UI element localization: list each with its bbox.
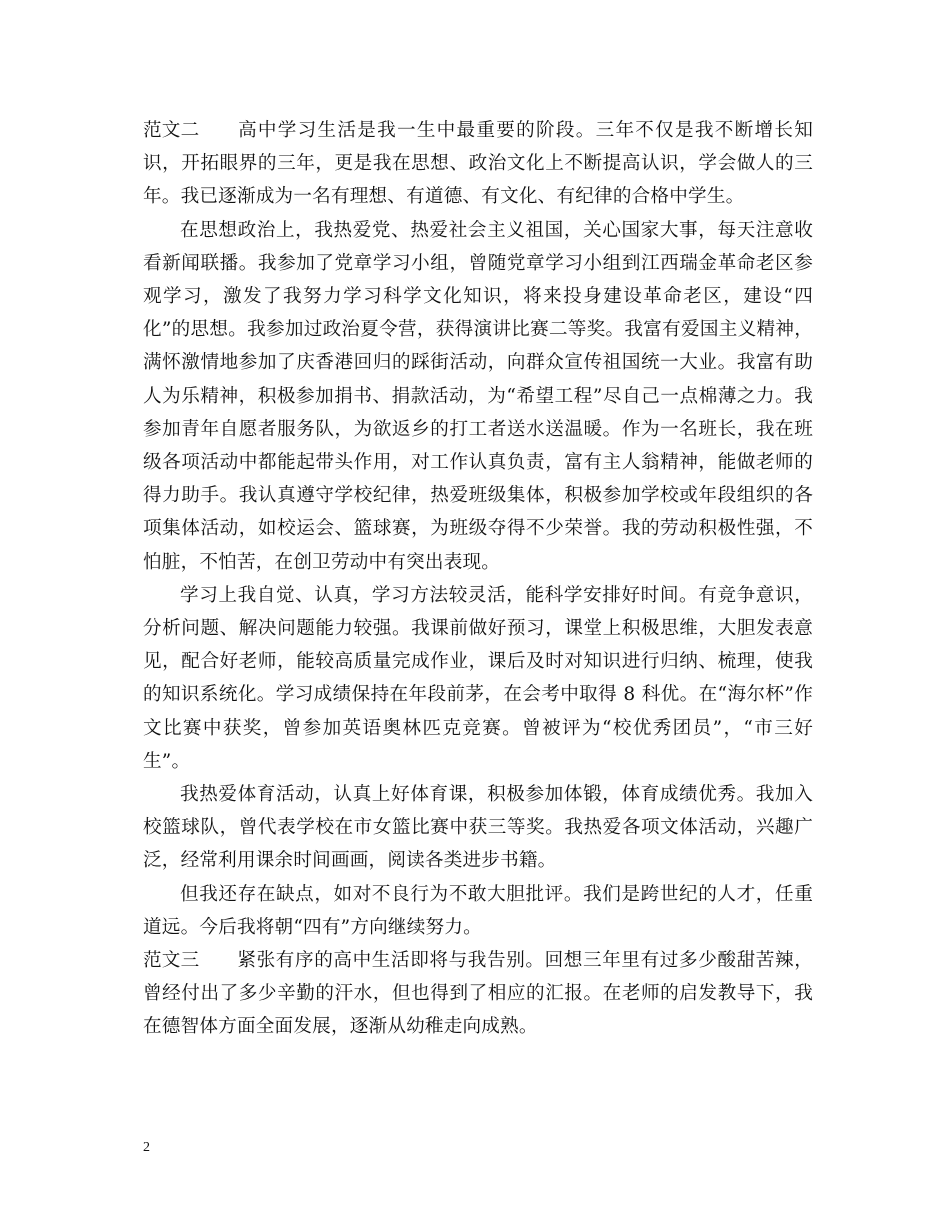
paragraph-1 — [143, 114, 813, 214]
paragraph-3: 学习上我自觉、认真，学习方法较灵活，能科学安排好时间。有竞争意识，分析问题、解决问题能力较强。我课前做好预习，课堂上积极思维，大胆发表意见，配合好老师，能较高质量完成作业，课后及时对知识进行归纳、梳理，使我的知识系统化。学习成绩保持在年段前茅，在会考中取得 8 科优。在“海尔杯”作文比赛中获奖，曾参加英语奥林匹克竞赛。曾被评为“校优秀团员”，“市三好生”。 — [143, 584, 813, 772]
paragraph-text: 紧张有序的高中生活即将与我告别。回想三年里有过多少酸甜苦辣，曾经付出了多少辛勤的汗水，但也得到了相应的汇报。在老师的启发教导下，我在德智体方面全面发展，逐渐从幼稚走向成熟。 — [143, 950, 813, 1038]
paragraph-6 — [143, 944, 813, 1044]
section-label-fanwen-3: 范文三 — [143, 950, 200, 972]
section-label-fanwen-2: 范文二 — [143, 120, 200, 141]
paragraph-4: 我热爱体育活动，认真上好体育课，积极参加体锻，体育成绩优秀。我加入校篮球队，曾代表学校在市女篮比赛中获三等奖。我热爱各项文体活动，兴趣广泛，经常利用课余时间画画，阅读各类进步书籍。 — [143, 784, 813, 872]
paragraph-5: 但我还存在缺点，如对不良行为不敢大胆批评。我们是跨世纪的人才，任重道远。今后我将朝“四有”方向继续努力。 — [143, 883, 813, 938]
paragraph-2: 在思想政治上，我热爱党、热爱社会主义祖国，关心国家大事，每天注意收看新闻联播。我参加了党章学习小组，曾随党章学习小组到江西瑞金革命老区参观学习，激发了我努力学习科学文化知识，将来投身建设革命老区，建设“四化”的思想。我参加过政治夏令营，获得演讲比赛二等奖。我富有爱国主义精神，满怀激情地参加了庆香港回归的踩街活动，向群众宣传祖国统一大业。我富有助人为乐精神，积极参加捐书、捐款活动，为“希望工程”尽自己一点棉薄之力。我参加青年自愿者服务队，为欲返乡的打工者送水送温暖。作为一名班长，我在班级各项活动中都能起带头作用，对工作认真负责，富有主人翁精神，能做老师的得力助手。我认真遵守学校纪律，热爱班级集体，积极参加学校或年段组织的各项集体活动，如校运会、篮球赛，为班级夺得不少荣誉。我的劳动积极性强，不怕脏，不怕苦，在创卫劳动中有突出表现。 — [143, 219, 813, 573]
paragraph-text: 高中学习生活是我一生中最重要的阶段。三年不仅是我不断增长知识，开拓眼界的三年，更是我在思想、政治文化上不断提高认识，学会做人的三年。我已逐渐成为一名有理想、有道德、有文化、有纪律的合格中学生。 — [143, 120, 813, 208]
document-page — [143, 114, 813, 1044]
page-number: 2 — [143, 1140, 150, 1155]
